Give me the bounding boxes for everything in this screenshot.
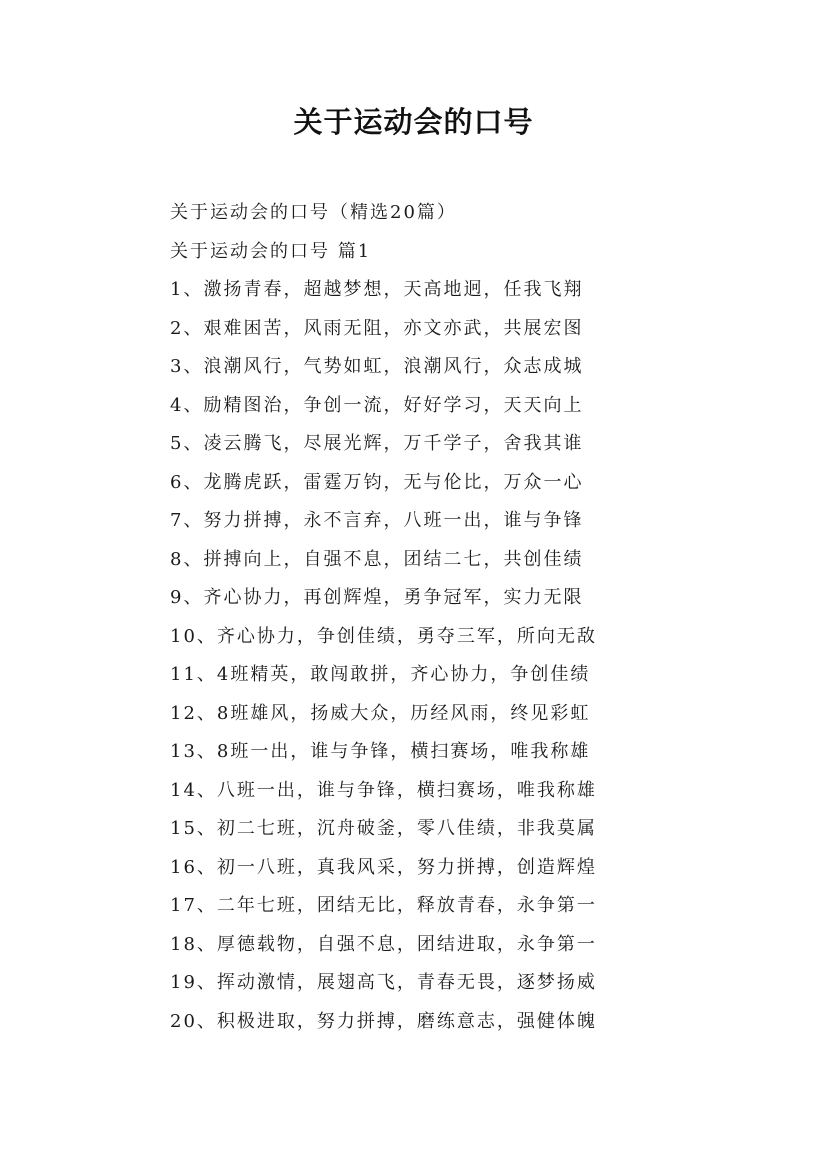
slogan-item: 11、4班精英，敢闯敢拼，齐心协力，争创佳绩 [170,664,591,685]
slogan-item: 4、励精图治，争创一流，好好学习，天天向上 [170,394,584,416]
slogan-item: 18、厚德载物，自强不息，团结进取，永争第一 [170,933,597,955]
document-body [170,194,690,1041]
section-heading: 关于运动会的口号 篇1 [170,240,372,262]
slogan-item: 16、初一八班，真我风采，努力拼搏，创造辉煌 [170,856,597,878]
slogan-item: 20、积极进取，努力拼搏，磨练意志，强健体魄 [170,1010,597,1032]
slogan-item: 6、龙腾虎跃，雷霆万钧，无与伦比，万众一心 [170,471,584,493]
slogan-item: 5、凌云腾飞，尽展光辉，万千学子，舍我其谁 [170,433,584,454]
slogan-item: 2、艰难困苦，风雨无阻，亦文亦武，共展宏图 [170,317,584,339]
slogan-item: 14、八班一出，谁与争锋，横扫赛场，唯我称雄 [170,779,597,801]
document-subtitle: 关于运动会的口号（精选20篇） [170,202,457,223]
slogan-item: 17、二年七班，团结无比，释放青春，永争第一 [170,895,597,916]
slogan-item: 9、齐心协力，再创辉煌，勇争冠军，实力无限 [170,587,584,608]
document-title: 关于运动会的口号 [293,105,534,139]
slogan-item: 7、努力拼搏，永不言弃，八班一出，谁与争锋 [170,510,584,531]
slogan-item: 15、初二七班，沉舟破釜，零八佳绩，非我莫属 [170,818,597,839]
slogan-item: 3、浪潮风行，气势如虹，浪潮风行，众志成城 [170,356,584,377]
slogan-item: 12、8班雄风，扬威大众，历经风雨，终见彩虹 [170,702,591,724]
slogan-item: 10、齐心协力，争创佳绩，勇夺三军，所向无敌 [170,625,597,647]
slogan-item: 1、激扬青春，超越梦想，天高地迥，任我飞翔 [170,279,584,300]
slogan-item: 8、拼搏向上，自强不息，团结二七，共创佳绩 [170,548,584,570]
slogan-item: 19、挥动激情，展翅高飞，青春无畏，逐梦扬威 [170,972,597,993]
slogan-item: 13、8班一出，谁与争锋，横扫赛场，唯我称雄 [170,741,591,762]
